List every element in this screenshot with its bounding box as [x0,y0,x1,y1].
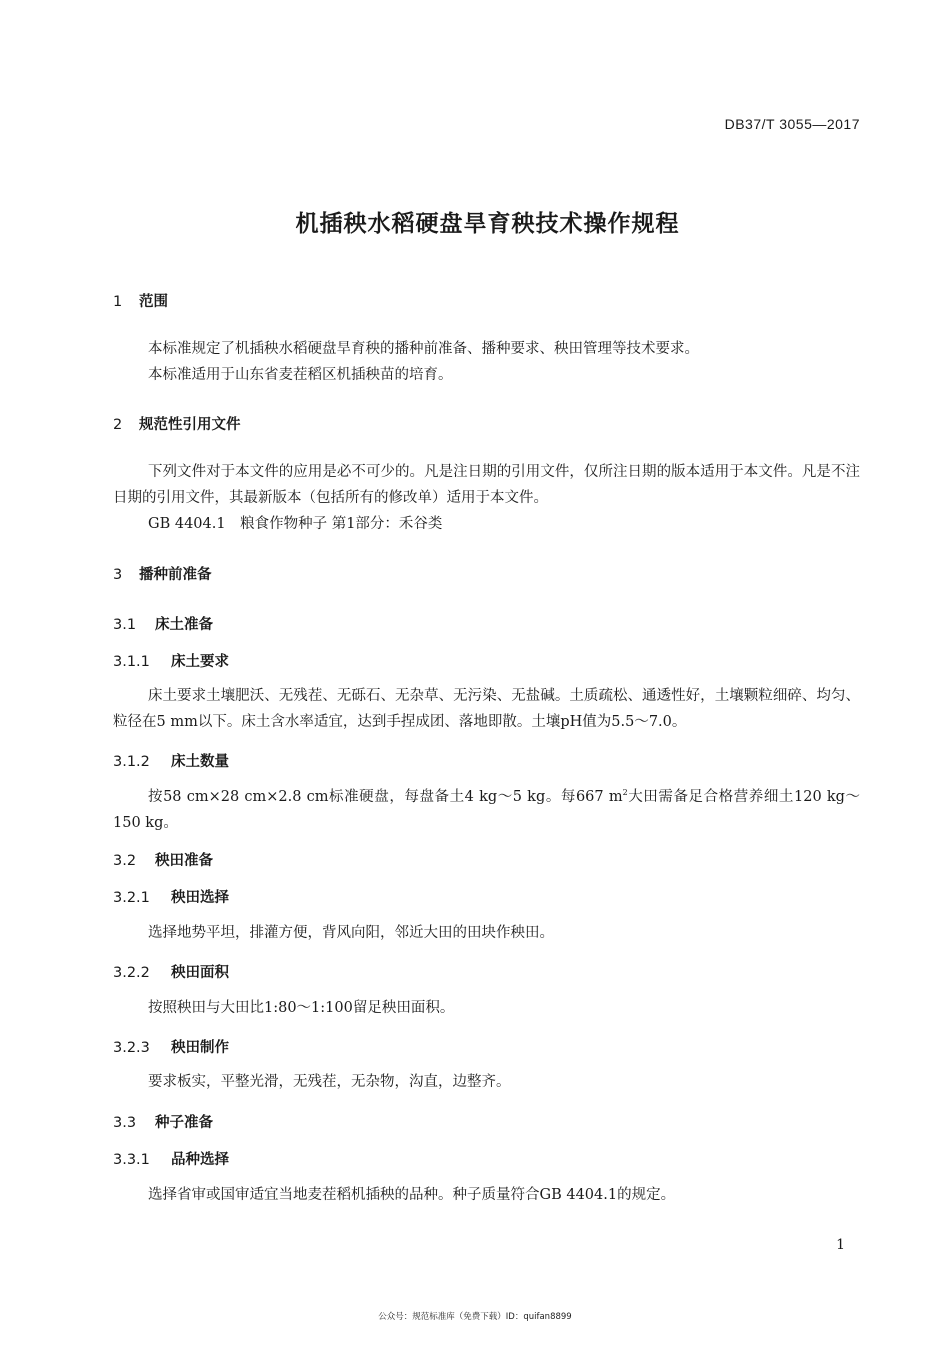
paragraph-text-part: 大田需备足合格营养细土120 kg～150 kg。 [113,789,860,831]
section-title: 床土要求 [171,654,229,670]
section-3-1-2-paragraph [113,784,860,836]
paragraph-text-part: 按58 cm×28 cm×2.8 cm标准硬盘，每盘备土4 kg～5 kg。每667 m [148,789,623,805]
section-2-reference: GB 4404.1 粮食作物种子 第1部分：禾谷类 [148,516,443,532]
page-number: 1 [836,1237,845,1253]
section-title: 种子准备 [155,1115,213,1131]
section-3-2-1-paragraph: 选择地势平坦，排灌方便，背风向阳，邻近大田的田块作秧田。 [148,925,554,941]
section-number: 1 [113,294,123,310]
section-number: 3.2 [113,853,137,869]
section-title: 秧田面积 [171,965,229,981]
section-2-paragraph-1: 下列文件对于本文件的应用是必不可少的。凡是注日期的引用文件，仅所注日期的版本适用于本文件。凡是不注日期的引用文件，其最新版本（包括所有的修改单）适用于本文件。 [113,464,860,506]
section-number: 3.1 [113,617,137,633]
section-number: 3 [113,567,123,583]
section-number: 3.1.2 [113,754,150,770]
section-title: 床土准备 [155,617,213,633]
section-number: 3.3.1 [113,1152,150,1168]
section-title: 秧田准备 [155,853,213,869]
section-title: 规范性引用文件 [139,417,241,433]
section-3-3-1-paragraph: 选择省审或国审适宜当地麦茬稻机插秧的品种。种子质量符合GB 4404.1的规定。 [148,1187,676,1203]
section-3-3-1-heading [113,1148,229,1169]
section-1-paragraph-1: 本标准规定了机插秧水稻硬盘旱育秧的播种前准备、播种要求、秧田管理等技术要求。 [148,341,699,357]
section-title: 播种前准备 [139,567,212,583]
section-number: 3.1.1 [113,654,150,670]
section-3-1-2-heading [113,750,229,771]
section-2-heading [113,413,241,434]
footer-note: 公众号：规范标准库（免费下载）ID：quifan8899 [378,1312,572,1322]
section-1-heading [113,290,168,311]
section-3-heading [113,563,212,584]
section-3-2-2-paragraph: 按照秧田与大田比1:80～1:100留足秧田面积。 [148,1000,455,1016]
section-3-1-1-heading [113,650,229,671]
section-3-1-heading [113,613,213,634]
section-number: 3.2.1 [113,890,150,906]
section-1-paragraph-2: 本标准适用于山东省麦茬稻区机插秧苗的培育。 [148,367,453,383]
section-3-2-2-heading [113,961,229,982]
section-number: 3.3 [113,1115,137,1131]
section-3-2-3-paragraph: 要求板实，平整光滑，无残茬，无杂物，沟直，边整齐。 [148,1074,511,1090]
section-number: 3.2.2 [113,965,150,981]
section-3-2-3-heading [113,1036,229,1057]
section-3-1-1-paragraph: 床土要求土壤肥沃、无残茬、无砾石、无杂草、无污染、无盐碱。土质疏松、通透性好，土壤颗粒细碎、均匀、粒径在5 mm以下。床土含水率适宜，达到手捏成团、落地即散。土壤pH值为5.5～7.0。 [113,688,860,730]
section-3-2-heading [113,849,213,870]
section-number: 3.2.3 [113,1040,150,1056]
document-title: 机插秧水稻硬盘旱育秧技术操作规程 [295,211,680,237]
section-title: 秧田选择 [171,890,229,906]
section-3-3-heading [113,1111,213,1132]
section-title: 范围 [139,294,168,310]
document-code: DB37/T 3055—2017 [724,116,860,132]
section-number: 2 [113,417,123,433]
section-title: 床土数量 [171,754,229,770]
section-title: 秧田制作 [171,1040,229,1056]
superscript: 2 [622,788,628,798]
section-3-2-1-heading [113,886,229,907]
section-title: 品种选择 [171,1152,229,1168]
